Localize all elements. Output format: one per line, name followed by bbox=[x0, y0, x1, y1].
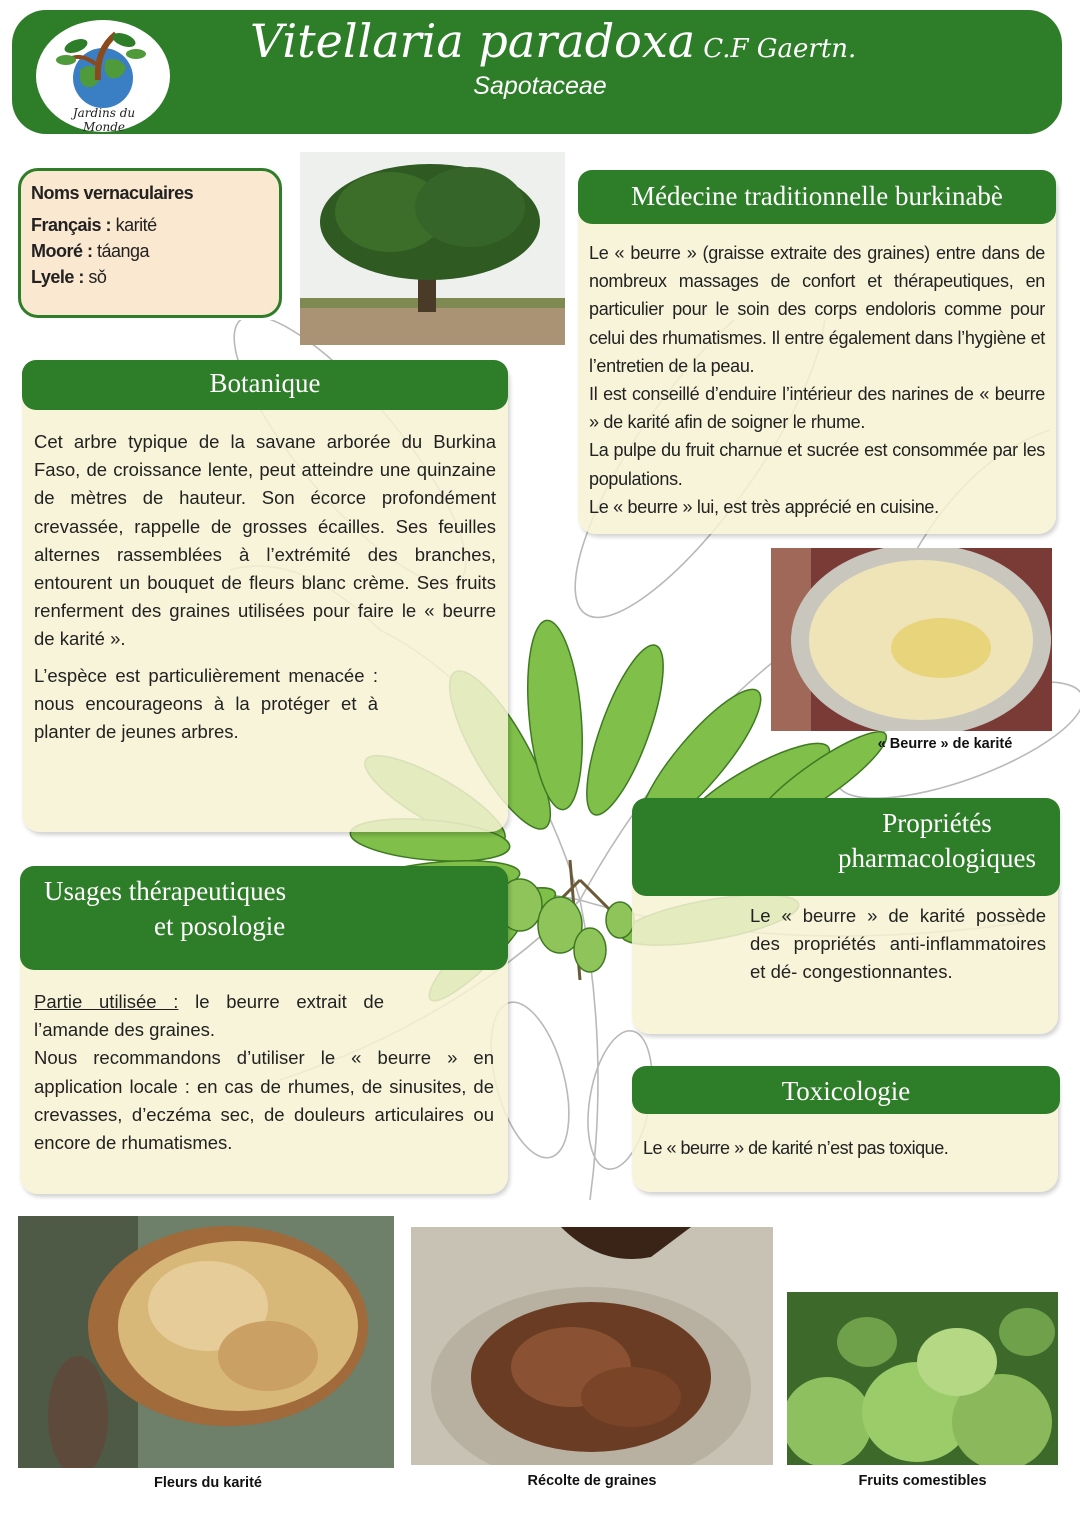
proprietes-title bbox=[632, 798, 1060, 896]
vernacular-names-box bbox=[18, 168, 282, 318]
medecine-paragraph: Le « beurre » (graisse extraite des graines) entre dans de nombreux massages de confort et thérapeutiques, en particulier pour le soin des corps endoloris comme pour celui des rhumatismes. Il entre également dans l’hygiène et l’entretien de la peau. bbox=[589, 243, 1045, 376]
usages-part-value: le beurre extrait de l’amande des graines. bbox=[34, 991, 384, 1041]
seeds-photo bbox=[411, 1227, 773, 1465]
vernacular-label: Lyele : bbox=[31, 267, 84, 287]
usages-recommendation: Nous recommandons d’utiliser le « beurre » en application locale : en cas de rhumes, de sinusites, de crevasses, d’eczéma sec, de douleurs articulaires ou encore de rhumatismes. bbox=[34, 1047, 494, 1154]
seeds-caption: Récolte de graines bbox=[527, 1473, 657, 1489]
species-name: Vitellaria paradoxa bbox=[250, 14, 696, 68]
usages-part bbox=[34, 988, 384, 1044]
proprietes-title-line1: Propriétés bbox=[882, 808, 992, 838]
botanique-title: Botanique bbox=[22, 360, 508, 410]
botanique-paragraph: L’espèce est particulièrement menacée : nous encourageons à la protéger et à planter de jeunes arbres. bbox=[34, 664, 378, 743]
vernacular-row-french bbox=[31, 215, 157, 236]
species-title bbox=[250, 14, 1010, 74]
proprietes-text bbox=[650, 902, 1046, 987]
family-name: Sapotaceae bbox=[473, 72, 607, 100]
logo-text: Jardins du Monde bbox=[72, 106, 136, 134]
medecine-paragraph: Il est conseillé d’enduire l’intérieur des narines de « beurre » de karité afin de soigner le rhume. bbox=[589, 384, 1045, 433]
usages-title-line2: et posologie bbox=[154, 911, 286, 941]
medecine-title: Médecine traditionnelle burkinabè bbox=[578, 170, 1056, 224]
botanique-text bbox=[34, 428, 496, 754]
fruits-caption: Fruits comestibles bbox=[858, 1473, 987, 1489]
butter-caption: « Beurre » de karité bbox=[877, 736, 1013, 752]
vernacular-value: karité bbox=[115, 215, 157, 235]
vernacular-row-moore bbox=[31, 241, 149, 262]
fruits-photo bbox=[787, 1292, 1058, 1465]
vernacular-value: sǒ bbox=[88, 267, 107, 287]
species-author: C.F Gaertn. bbox=[703, 34, 857, 64]
medecine-text bbox=[589, 239, 1045, 521]
usages-part-label: Partie utilisée : bbox=[34, 991, 179, 1012]
toxicologie-title: Toxicologie bbox=[632, 1066, 1060, 1114]
vernacular-heading: Noms vernaculaires bbox=[31, 183, 194, 203]
flowers-caption: Fleurs du karité bbox=[154, 1475, 262, 1491]
botanique-paragraph: Cet arbre typique de la savane arborée du Burkina Faso, de croissance lente, peut atteindre une quinzaine de mètres de hauteur. Son écorce profondément crevassée, rappelle de grosses écailles. Ses feuilles alternes rassemblées à l’extrémité des branches, entourent un bouquet de fleurs blanc crème. Ses fruits renferment des graines utilisées pour faire le « beurre de karité ». bbox=[34, 431, 496, 650]
usages-title bbox=[20, 866, 508, 970]
flowers-photo bbox=[18, 1216, 394, 1468]
tree-photo bbox=[300, 152, 565, 345]
proprietes-paragraph: Le « beurre » de karité possède des propriétés anti-inflammatoires et dé- congestionnantes. bbox=[750, 905, 1046, 983]
medecine-paragraph: La pulpe du fruit charnue et sucrée est consommée par les populations. bbox=[589, 440, 1045, 489]
vernacular-row-lyele bbox=[31, 267, 106, 288]
vernacular-label: Français : bbox=[31, 215, 112, 235]
vernacular-label: Mooré : bbox=[31, 241, 93, 261]
medecine-paragraph: Le « beurre » lui, est très apprécié en cuisine. bbox=[589, 496, 939, 517]
butter-photo bbox=[771, 548, 1052, 731]
vernacular-value: táanga bbox=[97, 241, 150, 261]
usages-title-line1: Usages thérapeutiques bbox=[44, 876, 287, 906]
usages-text bbox=[34, 988, 494, 1157]
toxicologie-text: Le « beurre » de karité n’est pas toxique. bbox=[643, 1138, 949, 1158]
jardins-du-monde-logo bbox=[36, 20, 170, 132]
proprietes-title-line2: pharmacologiques bbox=[838, 843, 1036, 873]
